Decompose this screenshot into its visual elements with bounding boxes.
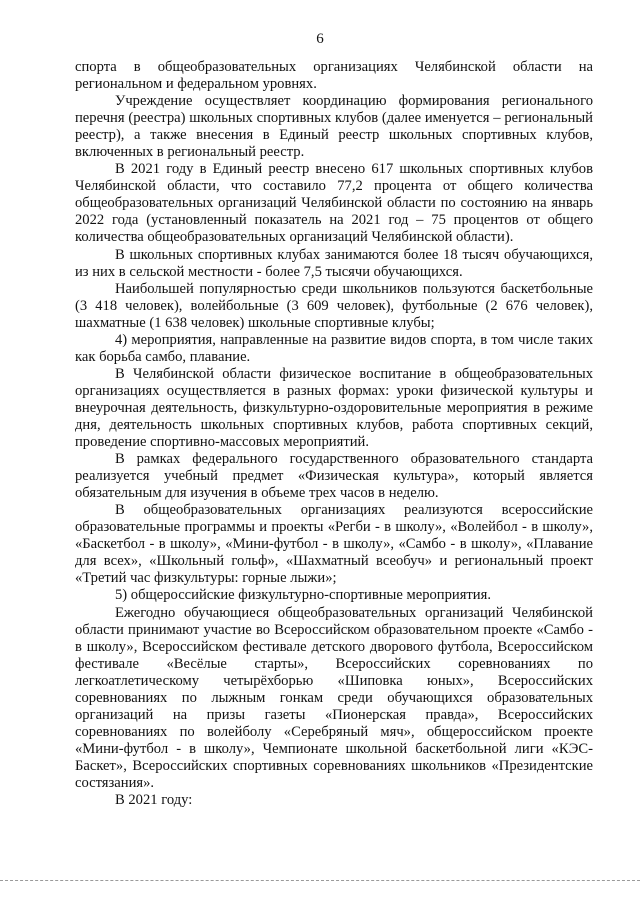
paragraph-physical-education: В Челябинской области физическое воспитание в общеобразовательных организациях осуществляется в разных формах: уроки физической культуры и внеурочная деятельность, физкультурно-оздоровительные мероприятия в режиме дня, деятельность школьных спортивных клубов, работа спортивных секций, проведение спортивно-массовых мероприятий. (75, 365, 593, 451)
page-number: 6 (316, 31, 324, 47)
paragraph-popular-clubs: Наибольшей популярностью среди школьников пользуются баскетбольные (3 418 человек), волейбольные (3 609 человек), футбольные (2 676 человек), шахматные (1 638 человек) школьные спортивные клубы; (75, 280, 593, 331)
paragraph-standard: В рамках федерального государственного образовательного стандарта реализуется учебный предмет «Физическая культура», который является обязательным для изучения в объеме трех часов в неделю. (75, 451, 593, 502)
paragraph-registry-2021: В 2021 году в Единый реестр внесено 617 школьных спортивных клубов Челябинской области, что составило 77,2 процента от общего количества общеобразовательных организаций Челябинской области по состоянию на январь 2022 года (установленный показатель на 2021 год – 75 процентов от общего количества общеобразовательных организаций Челябинской области). (75, 161, 593, 246)
paragraph-year-2021: В 2021 году: (115, 792, 193, 809)
paragraph-item-5: 5) общероссийские физкультурно-спортивные мероприятия. (115, 587, 491, 604)
paragraph-coordination: Учреждение осуществляет координацию формирования регионального перечня (реестра) школьных спортивных клубов (далее именуется – региональный реестр), а также внесения в Единый реестр школьных спортивных клубов, включенных в региональный реестр. (75, 93, 593, 161)
paragraph-club-members: В школьных спортивных клубах занимаются более 18 тысяч обучающихся, из них в сельской местности - более 7,5 тысячи обучающихся. (75, 246, 593, 280)
paragraph-competitions: Ежегодно обучающиеся общеобразовательных организаций Челябинской области принимают участие во Всероссийском образовательном проекте «Самбо - в школу», Всероссийском фестивале детского дворового футбола, Всероссийском фестивале «Весёлые старты», Всероссийских соревнованиях по легкоатлетическому четырёхборью «Шиповка юных», Всероссийских соревнованиях по лыжным гонкам среди обучающихся образовательных организаций на призы газеты «Пионерская правда», Всероссийских соревнованиях по волейболу «Серебряный мяч», общероссийском проекте «Мини-футбол - в школу», Чемпионате школьной баскетбольной лиги «КЭС-Баскет», Всероссийских спортивных соревнованиях школьников «Президентские состязания». (75, 604, 593, 791)
paragraph-item-4: 4) мероприятия, направленные на развитие видов спорта, в том числе таких как борьба самбо, плавание. (75, 331, 593, 365)
footer-divider (0, 880, 640, 881)
paragraph-programs: В общеобразовательных организациях реализуются всероссийские образовательные программы и проекты «Регби - в школу», «Волейбол - в школу», «Баскетбол - в школу», «Мини-футбол - в школу», «Самбо - в школу», «Плавание для всех», «Школьный гольф», «Шахматный всеобуч» и региональный проект «Третий час физкультуры: горные лыжи»; (75, 502, 593, 587)
document-body (75, 59, 593, 809)
paragraph-continuation: спорта в общеобразовательных организациях Челябинской области на региональном и федеральном уровнях. (75, 59, 593, 93)
